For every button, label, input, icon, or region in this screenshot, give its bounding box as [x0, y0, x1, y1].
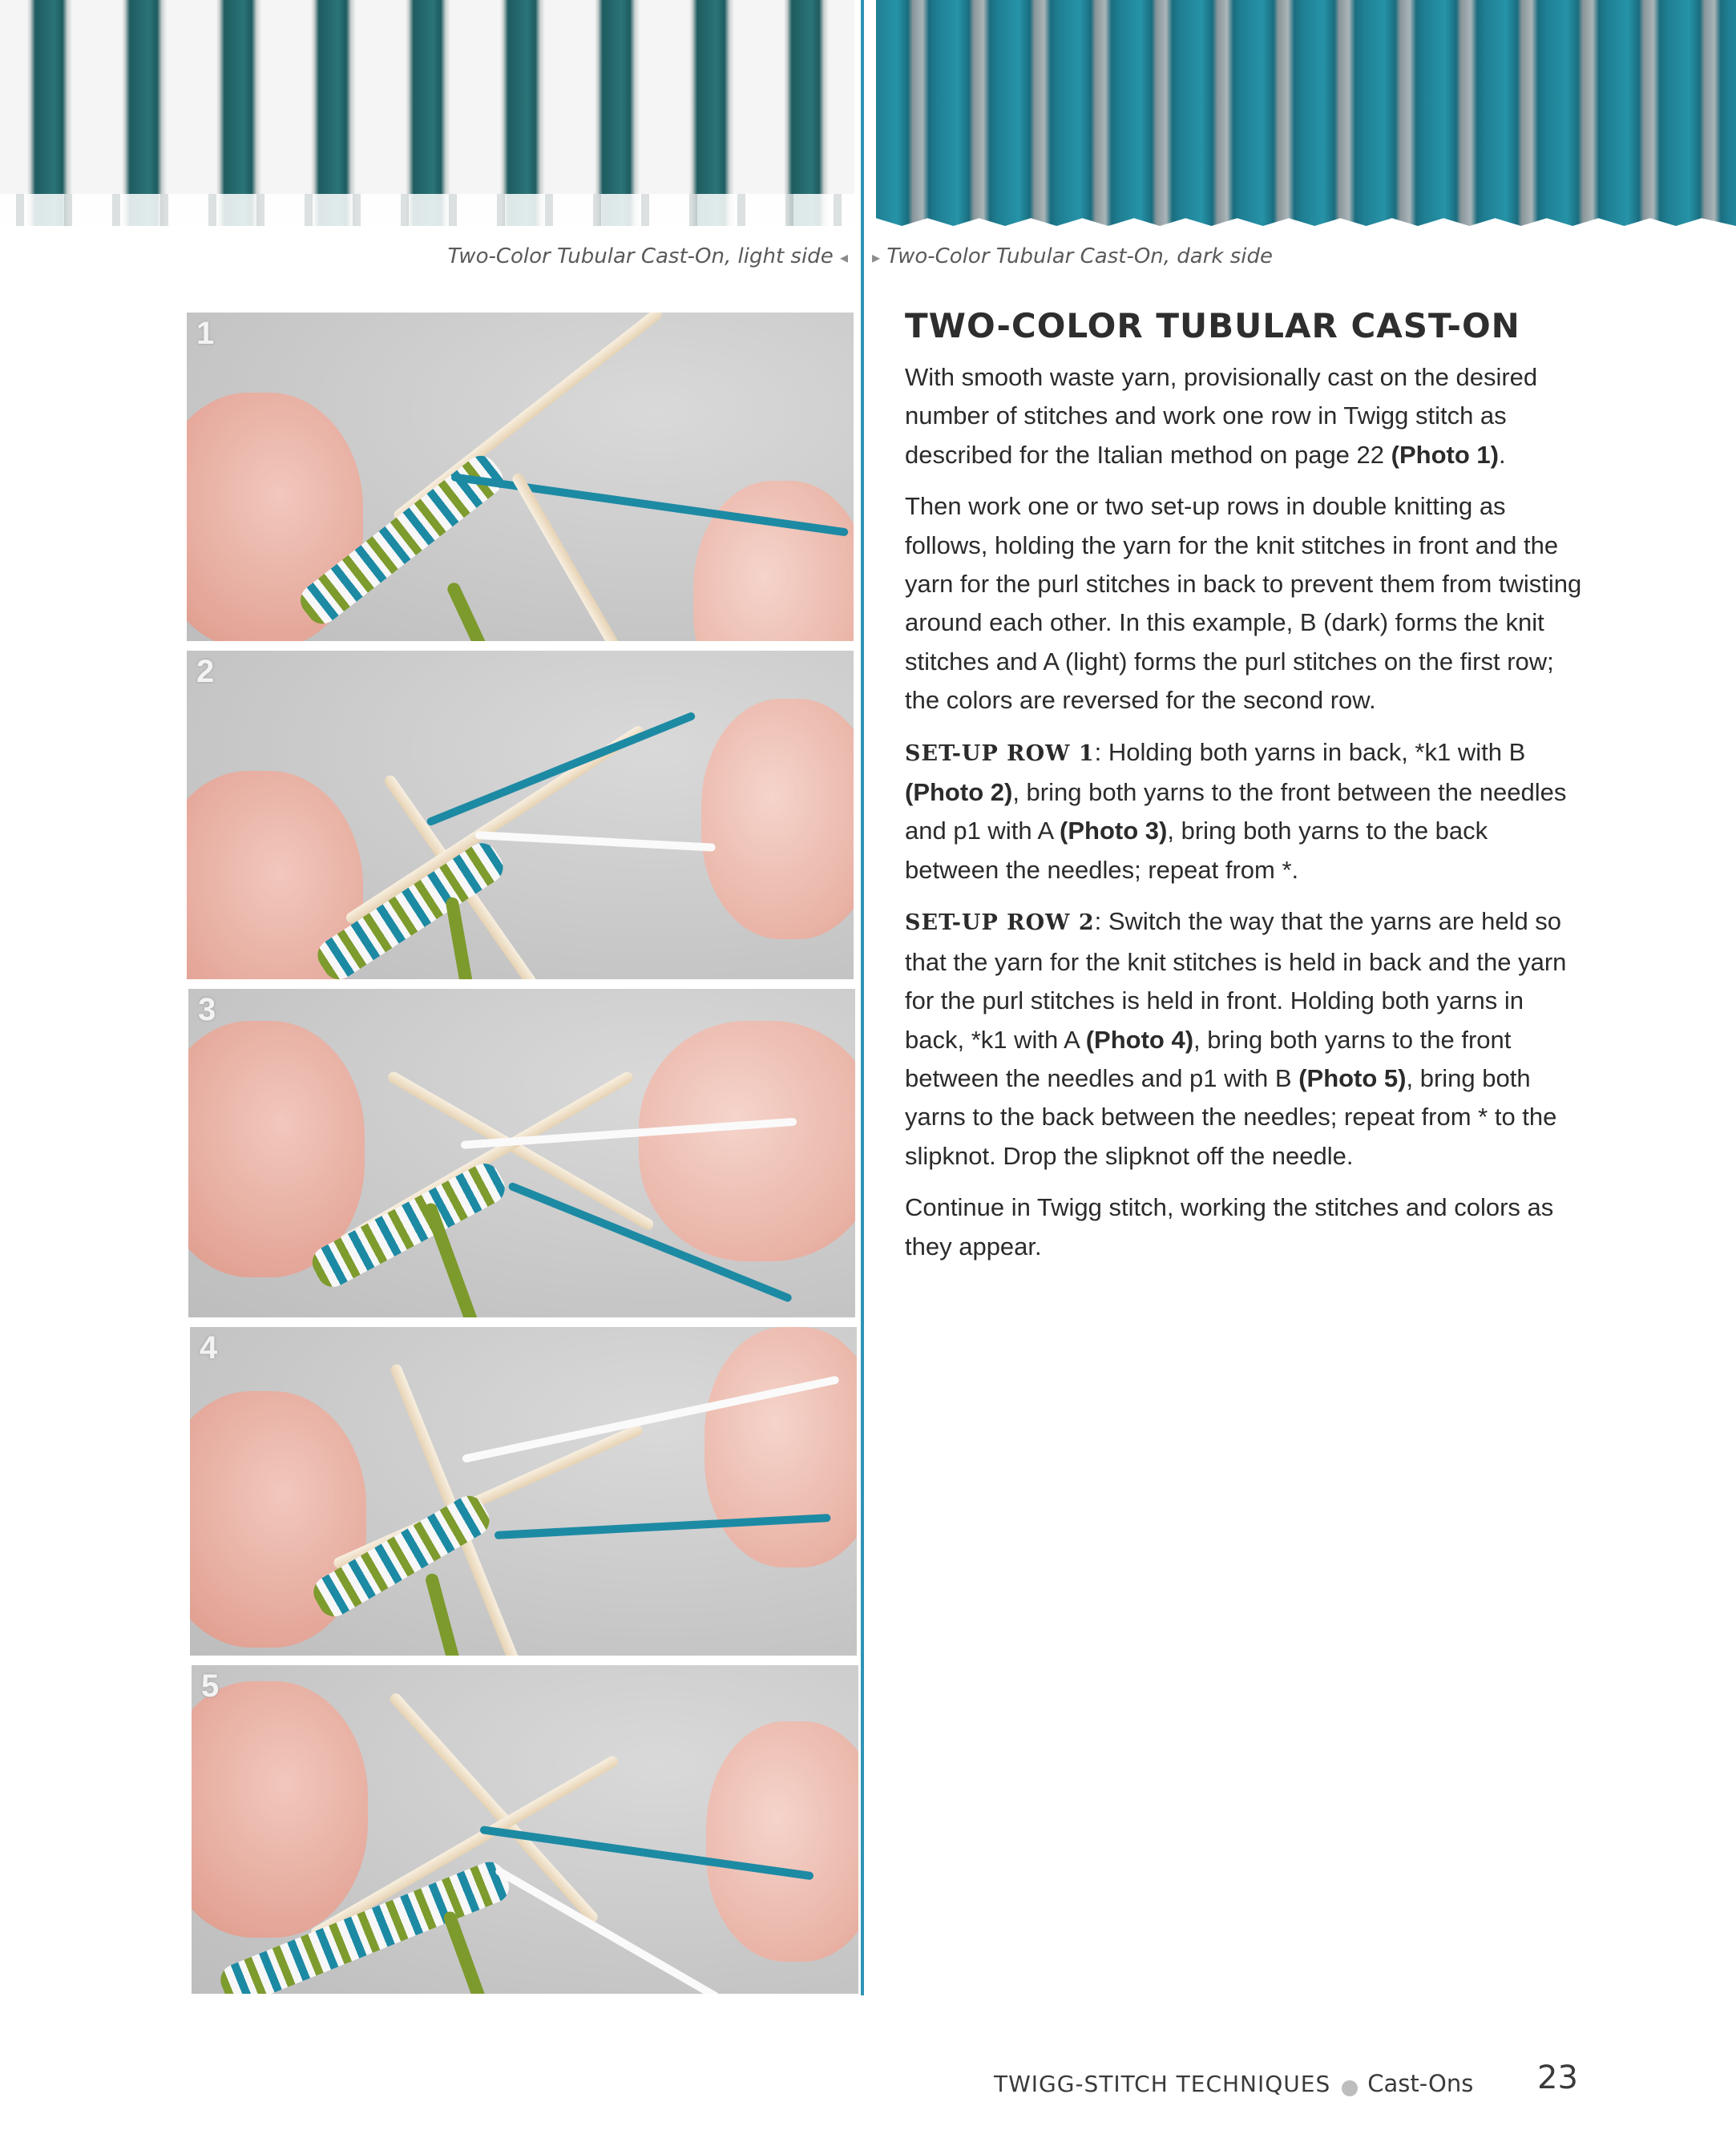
intro-end: .	[1498, 440, 1506, 469]
photo-reference: (Photo 5)	[1298, 1063, 1407, 1092]
step-photo-3	[188, 989, 855, 1317]
waste-yarn	[446, 581, 525, 641]
setup-row-2-label: SET-UP ROW 2	[905, 910, 1095, 936]
hand-right	[639, 1021, 855, 1261]
photo-reference: (Photo 1)	[1391, 440, 1499, 469]
photo-reference: (Photo 4)	[1085, 1025, 1194, 1054]
footer-chapter-title: Cast-Ons	[1367, 2070, 1474, 2097]
setup-row-1-paragraph	[905, 733, 1586, 890]
step-number: 1	[196, 316, 215, 351]
swatch-photo-dark-side	[876, 0, 1736, 226]
column-divider	[861, 0, 864, 1995]
row-text: , bring both yarns to the front between the needles and p1 with B	[905, 1025, 1512, 1092]
page-footer	[994, 2070, 1473, 2097]
hand-right	[693, 481, 854, 641]
step-number: 2	[196, 654, 215, 689]
row-text: , bring both yarns to the front between the needles and p1 with A	[905, 778, 1567, 845]
step-photo-1	[187, 313, 854, 641]
row-text: Holding both yarns in back, *k1 with B	[1101, 737, 1526, 766]
caption-light-side	[448, 244, 848, 268]
caption-light-text: Two-Color Tubular Cast-On, light side	[447, 244, 834, 268]
label-colon: :	[1094, 907, 1102, 936]
section-heading: TWO-COLOR TUBULAR CAST-ON	[905, 306, 1520, 345]
row-text: , bring both yarns to the back between the needles; repeat from *.	[905, 817, 1488, 884]
hand-right	[704, 1327, 857, 1567]
label-colon: :	[1094, 737, 1102, 766]
bullet-dot-icon	[1342, 2080, 1358, 2096]
page-number: 23	[1537, 2059, 1578, 2096]
waste-yarn	[442, 1910, 495, 1994]
yarn-b-dark	[426, 712, 696, 827]
caption-dark-text: Two-Color Tubular Cast-On, dark side	[886, 244, 1274, 268]
yarn-a-light	[495, 1866, 721, 1994]
swatch-photo-light-side	[0, 0, 854, 226]
row-text: , bring both yarns to the back between the needles; repeat from * to the slipknot. Drop the slipknot off the needle.	[905, 1063, 1557, 1170]
setup-paragraph: Then work one or two set-up rows in double knitting as follows, holding the yarn for the knit stitches in front and the yarn for the purl stitches in back to prevent them from twisting around each other. In this example, B (dark) forms the knit stitches and A (light) forms the purl stitches on the first row; the colors are reversed for the second row.	[905, 492, 1582, 715]
step-photo-5	[192, 1665, 858, 1994]
row-text: Switch the way that the yarns are held so that the yarn for the knit stitches is held in back and the yarn for the purl stitches is held in front. Holding both yarns in back, *k1 with A	[905, 907, 1567, 1054]
waste-yarn	[424, 1572, 466, 1656]
photo-reference: (Photo 2)	[905, 778, 1013, 807]
step-photo-2	[187, 651, 854, 979]
intro-paragraph	[905, 358, 1586, 474]
setup-row-2-paragraph	[905, 902, 1586, 1176]
footer-section-title: TWIGG-STITCH TECHNIQUES	[994, 2071, 1331, 2097]
hand-right	[706, 1721, 858, 1962]
caption-dark-side	[872, 244, 1273, 268]
intro-text: With smooth waste yarn, provisionally cast on the desired number of stitches and work one row in Twigg stitch as described for the Italian method on page 22	[905, 363, 1538, 469]
caption-arrow-left-icon: ◂	[839, 248, 848, 267]
step-number: 4	[200, 1330, 218, 1365]
photo-reference: (Photo 3)	[1060, 817, 1168, 845]
step-photo-4	[190, 1327, 857, 1656]
caption-arrow-right-icon: ▸	[872, 248, 881, 267]
step-number: 5	[201, 1668, 220, 1704]
article-body	[905, 306, 1586, 1279]
yarn-a-light	[475, 831, 716, 852]
step-number: 3	[198, 992, 216, 1027]
hand-left	[192, 1681, 368, 1938]
hand-right	[701, 699, 854, 939]
closing-paragraph: Continue in Twigg stitch, working the stitches and colors as they appear.	[905, 1193, 1554, 1261]
setup-row-1-label: SET-UP ROW 1	[905, 740, 1095, 766]
